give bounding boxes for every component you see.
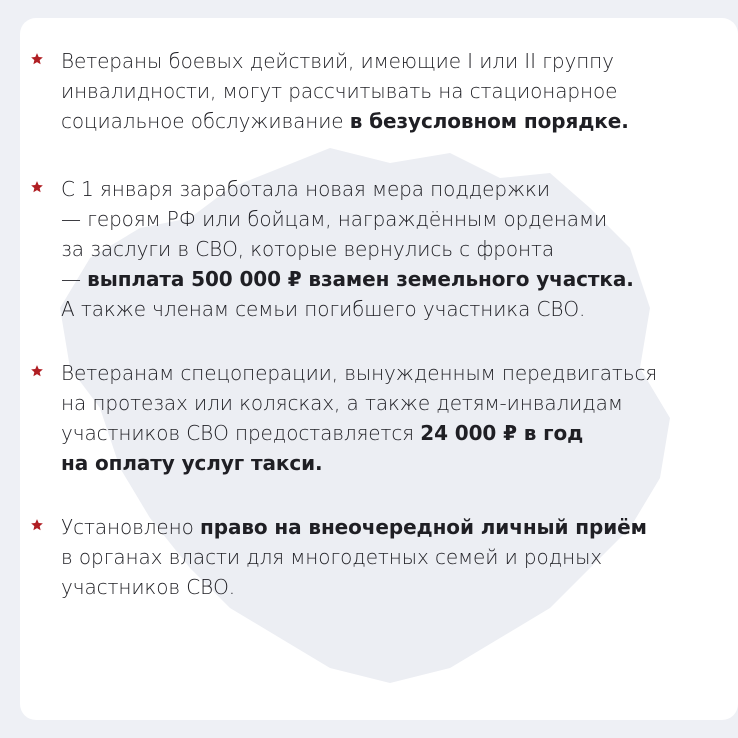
star-icon <box>30 52 44 66</box>
star-icon <box>30 180 44 194</box>
text-line: участников СВО предоставляется 24 000 ₽ в год <box>61 421 584 445</box>
star-icon <box>30 518 44 532</box>
text-line: Ветераны боевых действий, имеющие I или II группу <box>61 49 614 73</box>
star-icon <box>30 364 44 378</box>
text-line: на оплату услуг такси. <box>61 451 323 475</box>
text-line: в органах власти для многодетных семей и родных <box>61 545 603 569</box>
content-card <box>20 18 738 720</box>
bold-phrase: выплата 500 000 ₽ взамен земельного участка. <box>87 267 634 291</box>
text-line: социальное обслуживание в безусловном порядке. <box>61 109 629 133</box>
text-line: инвалидности, могут рассчитывать на стационарное <box>61 79 618 103</box>
text-line: — выплата 500 000 ₽ взамен земельного участка. <box>61 267 634 291</box>
item-text <box>61 512 711 602</box>
text-line: — героям РФ или бойцам, награждённым орденами <box>61 207 608 231</box>
item-text <box>61 46 711 136</box>
text-line: С 1 января заработала новая мера поддержки <box>61 177 550 201</box>
bold-phrase: в безусловном порядке. <box>349 109 629 133</box>
item-text <box>61 358 711 478</box>
bold-phrase: 24 000 ₽ в год <box>420 421 584 445</box>
item-text <box>61 174 711 324</box>
text-line: А также членам семьи погибшего участника СВО. <box>61 297 586 321</box>
text-line: за заслуги в СВО, которые вернулись с фронта <box>61 237 555 261</box>
text-line: участников СВО. <box>61 575 235 599</box>
text-line: на протезах или колясках, а также детям-инвалидам <box>61 391 623 415</box>
text-line: Установлено право на внеочередной личный приём <box>61 515 647 539</box>
text-line: Ветеранам спецоперации, вынужденным передвигаться <box>61 361 658 385</box>
bold-phrase: право на внеочередной личный приём <box>200 515 647 539</box>
